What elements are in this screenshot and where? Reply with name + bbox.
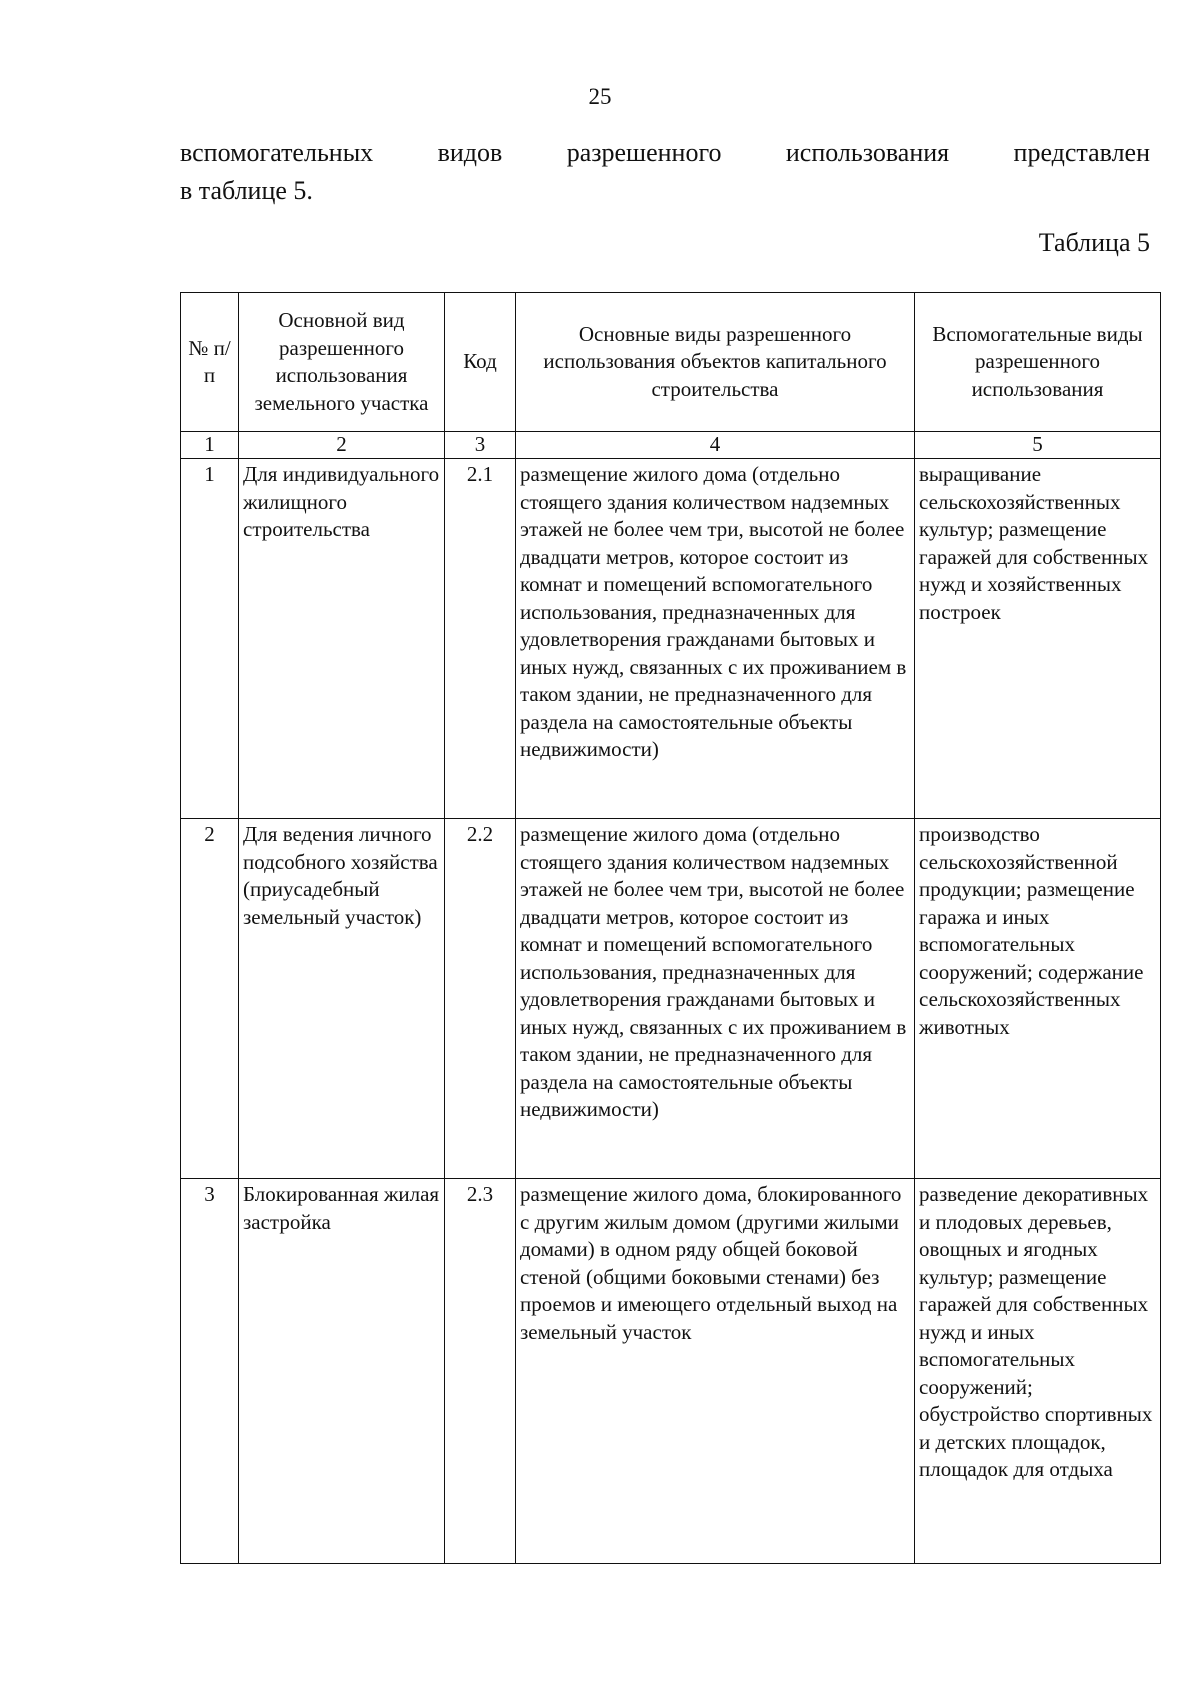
row-auxiliary: разведение декоративных и плодовых деревьев, овощных и ягодных культур; размещение гаражей для собственных нужд и иных вспомогательных сооружений; обустройство спортивных и детских площадок, площадок для отдыха [915,1179,1161,1564]
row-main-type: Блокированная жилая застройка [239,1179,445,1564]
column-number: 3 [445,432,516,459]
intro-word: видов [437,138,503,167]
intro-line-1 [180,134,1150,172]
row-capital-construction: размещение жилого дома (отдельно стоящего здания количеством надземных этажей не более чем три, высотой не более двадцати метров, которое состоит из комнат и помещений вспомогательного использования, предназначенных для удовлетворения гражданами бытовых и иных нужд, связанных с их проживанием в таком здании, не предназначенного для раздела на самостоятельные объекты недвижимости) [516,819,915,1179]
table-row [181,459,1161,819]
intro-word: разрешенного [566,138,722,167]
header-auxiliary: Вспомогательные виды разрешенного использования [915,293,1161,432]
row-code: 2.1 [445,459,516,819]
header-capital-construction: Основные виды разрешенного использования объектов капитального строительства [516,293,915,432]
table-row [181,1179,1161,1564]
row-auxiliary: выращивание сельскохозяйственных культур; размещение гаражей для собственных нужд и хозяйственных построек [915,459,1161,819]
intro-word: представлен [1013,138,1150,167]
table-row [181,819,1161,1179]
row-main-type: Для индивидуального жилищного строительства [239,459,445,819]
land-use-table [180,292,1161,1564]
header-number: № п/п [181,293,239,432]
header-code: Код [445,293,516,432]
header-main-type: Основной вид разрешенного использования земельного участка [239,293,445,432]
table-header-row [181,293,1161,432]
table-caption: Таблица 5 [1038,228,1150,257]
row-capital-construction: размещение жилого дома (отдельно стоящего здания количеством надземных этажей не более чем три, высотой не более двадцати метров, которое состоит из комнат и помещений вспомогательного использования, предназначенных для удовлетворения гражданами бытовых и иных нужд, связанных с их проживанием в таком здании, не предназначенного для раздела на самостоятельные объекты недвижимости) [516,459,915,819]
row-main-type: Для ведения личного подсобного хозяйства (приусадебный земельный участок) [239,819,445,1179]
page-number: 25 [588,84,612,109]
row-auxiliary: производство сельскохозяйственной продукции; размещение гаража и иных вспомогательных сооружений; содержание сельскохозяйственных животных [915,819,1161,1179]
row-number: 3 [181,1179,239,1564]
column-number: 2 [239,432,445,459]
row-number: 1 [181,459,239,819]
intro-line-2: в таблице 5. [180,176,313,205]
row-capital-construction: размещение жилого дома, блокированного с другим жилым домом (другими жилыми домами) в одном ряду общей боковой стеной (общими боковыми стенами) без проемов и имеющего отдельный выход на земельный участок [516,1179,915,1564]
row-code: 2.2 [445,819,516,1179]
intro-paragraph [180,134,1150,210]
column-number: 1 [181,432,239,459]
intro-word: вспомогательных [180,138,374,167]
row-number: 2 [181,819,239,1179]
column-number: 5 [915,432,1161,459]
column-number-row [181,432,1161,459]
row-code: 2.3 [445,1179,516,1564]
column-number: 4 [516,432,915,459]
intro-word: использования [785,138,950,167]
